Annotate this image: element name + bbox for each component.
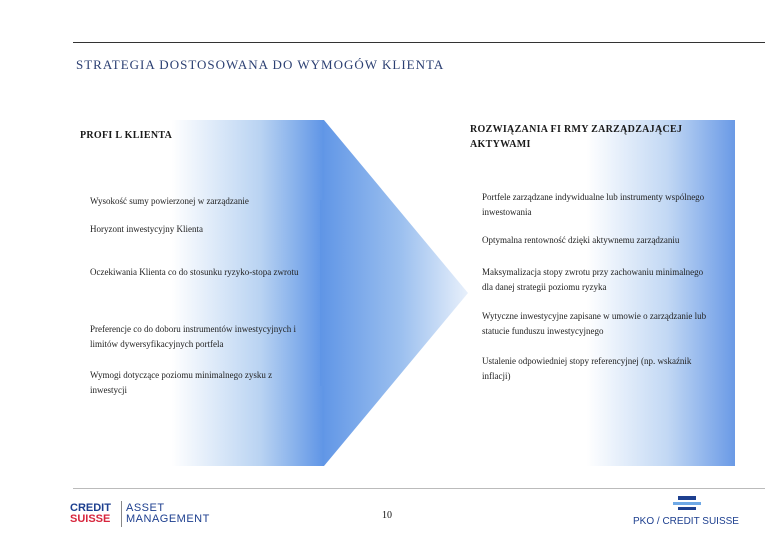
solution-item: Portfele zarządzane indywidualne lub instrumenty wspólnego inwestowania bbox=[482, 192, 705, 217]
logo-separator bbox=[121, 501, 122, 527]
solution-item: Wytyczne inwestycyjne zapisane w umowie o zarządzanie lub statucie funduszu inwestycyjnego bbox=[482, 311, 707, 336]
solution-item: Ustalenie odpowiedniej stopy referencyjnej (np. wskaźnik inflacji) bbox=[482, 356, 692, 381]
solutions-heading: ROZWIĄZANIA FI RMY ZARZĄDZAJĄCEJ AKTYWAMI bbox=[470, 124, 683, 150]
credit-suisse-logo bbox=[70, 503, 111, 525]
client-item: Oczekiwania Klienta co do stosunku ryzyko-stopa zwrotu bbox=[90, 267, 299, 277]
asset-management-logo bbox=[126, 503, 210, 525]
client-item: Preferencje co do doboru instrumentów inwestycyjnych i limitów dywersyfikacyjnych portfela bbox=[90, 324, 296, 349]
flow-arrow bbox=[320, 120, 470, 466]
pko-credit-suisse-logo: PKO / CREDIT SUISSE bbox=[633, 516, 739, 527]
top-divider bbox=[73, 42, 765, 43]
solution-item: Optymalna rentowność dzięki aktywnemu zarządzaniu bbox=[482, 235, 680, 245]
client-profile-heading: PROFI L KLIENTA bbox=[80, 130, 173, 141]
client-item: Wysokość sumy powierzonej w zarządzanie bbox=[90, 196, 249, 206]
solution-item: Maksymalizacja stopy zwrotu przy zachowaniu minimalnego dla danej strategii poziomu ryzyka bbox=[482, 267, 704, 292]
footer-divider bbox=[73, 488, 765, 489]
page-title: STRATEGIA DOSTOSOWANA DO WYMOGÓW KLIENTA bbox=[76, 57, 445, 72]
logo-management: MANAGEMENT bbox=[126, 513, 210, 525]
client-item: Wymogi dotyczące poziomu minimalnego zysku z inwestycji bbox=[90, 370, 273, 395]
client-item: Horyzont inwestycyjny Klienta bbox=[90, 224, 203, 234]
page-number: 10 bbox=[382, 510, 392, 521]
logo-suisse: SUISSE bbox=[70, 513, 111, 525]
logo-credit: CREDIT bbox=[70, 502, 111, 514]
logo-asset: ASSET bbox=[126, 502, 165, 514]
client-profile-panel bbox=[70, 120, 324, 466]
pko-mark-icon bbox=[670, 496, 704, 514]
